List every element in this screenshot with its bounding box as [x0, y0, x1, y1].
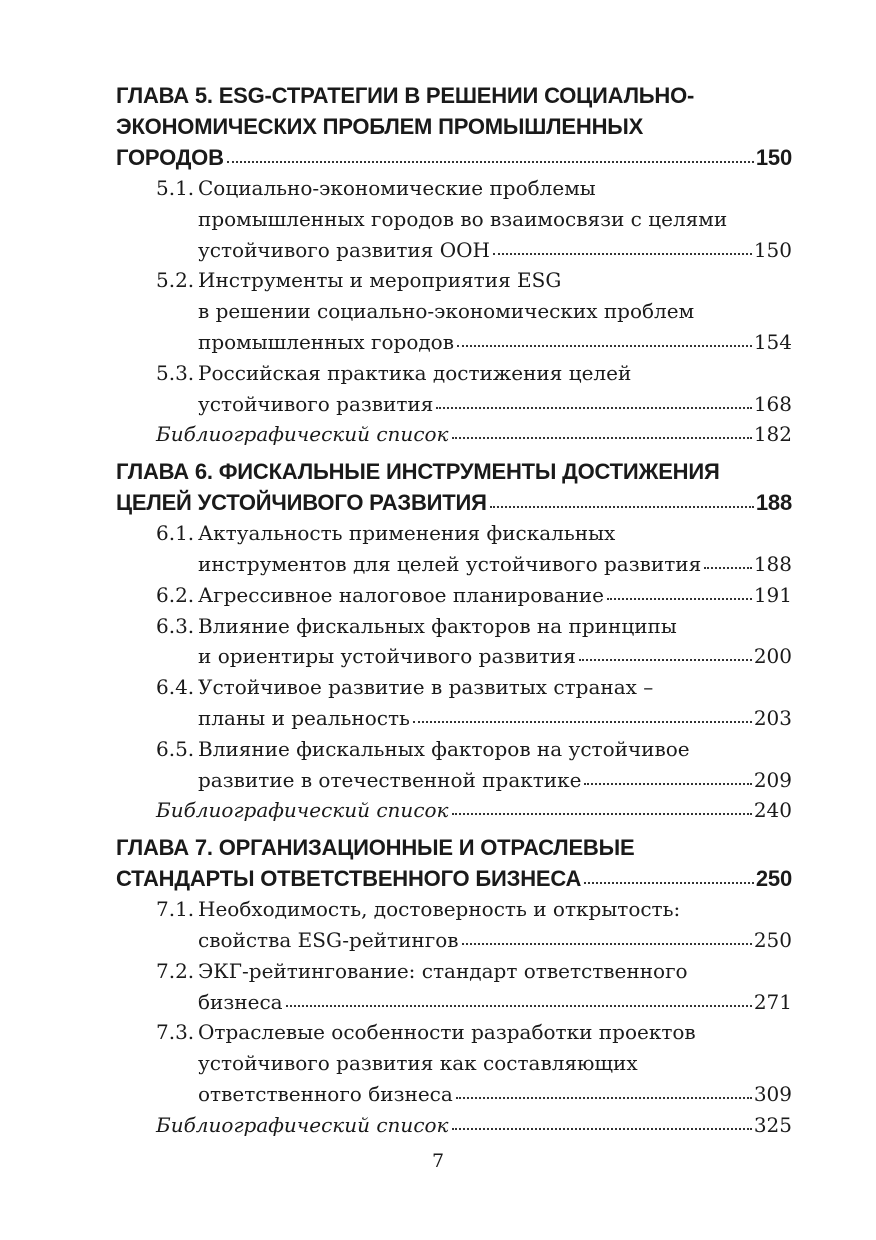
section-title-text: Устойчивое развитие в развитых странах –: [198, 675, 654, 700]
section-page-number: 154: [753, 329, 792, 354]
section-first-line: [156, 1017, 696, 1048]
dot-leader: [490, 505, 754, 508]
chapter-block: [116, 832, 792, 1140]
dot-leader: [462, 942, 752, 945]
section-page-number: 168: [753, 391, 792, 416]
section-entry: [116, 580, 792, 611]
toc-line: [156, 611, 792, 642]
section-entry: [116, 956, 792, 1018]
toc-line: [116, 142, 792, 173]
dot-leader: [584, 782, 751, 785]
toc-line: [156, 296, 792, 327]
dot-leader: [456, 1096, 752, 1099]
chapter-title-text: ГЛАВА 6. ФИСКАЛЬНЫЕ ИНСТРУМЕНТЫ ДОСТИЖЕНИЯ: [116, 459, 720, 485]
bibliography-label: Библиографический список: [156, 798, 449, 823]
section-first-line: [156, 173, 596, 204]
section-title-text: Необходимость, достоверность и открытость:: [198, 897, 681, 922]
section-entry: [116, 1017, 792, 1109]
section-number: 7.1.: [156, 897, 195, 922]
section-entry: [116, 173, 792, 265]
toc-line: [156, 894, 792, 925]
section-page-number: 250: [753, 927, 792, 952]
section-entry: [116, 358, 792, 420]
section-title-text: ответственного бизнеса: [198, 1081, 453, 1106]
toc-line: [156, 795, 792, 826]
toc-line: [156, 956, 792, 987]
toc-line: [156, 549, 792, 580]
section-page-number: 271: [753, 989, 792, 1014]
toc-line: [156, 358, 792, 389]
section-first-line: [156, 611, 677, 642]
toc-line: [156, 734, 792, 765]
section-page-number: 150: [753, 237, 792, 262]
dot-leader: [286, 1004, 752, 1007]
toc-line: [156, 204, 792, 235]
section-title-text: бизнеса: [198, 989, 283, 1014]
section-number: 5.1.: [156, 176, 195, 200]
chapter-title-text: ГЛАВА 7. ОРГАНИЗАЦИОННЫЕ И ОТРАСЛЕВЫЕ: [116, 835, 635, 861]
toc-line: [156, 518, 792, 549]
section-title-text: Актуальность применения фискальных: [198, 521, 616, 546]
toc-line: [156, 765, 792, 796]
section-title-text: устойчивого развития: [198, 391, 434, 416]
chapter-title-text: ГОРОДОВ: [116, 145, 224, 170]
section-number: 6.2.: [156, 582, 195, 607]
toc-line: [116, 80, 792, 111]
section-entry: [116, 518, 792, 580]
chapter-heading: [116, 456, 792, 518]
dot-leader: [704, 566, 752, 569]
dot-leader: [452, 812, 752, 815]
toc-line: [156, 265, 792, 296]
section-title-text: Влияние фискальных факторов на принципы: [198, 613, 677, 638]
section-page-number: 200: [753, 644, 792, 669]
chapter-page-number: 150: [755, 145, 792, 170]
toc-line: [116, 111, 792, 142]
section-number: 6.3.: [156, 613, 195, 638]
chapter-page-number: 250: [755, 866, 792, 892]
toc-line: [156, 389, 792, 420]
section-first-line: [156, 358, 631, 389]
section-title-text: ЭКГ-рейтингование: стандарт ответственного: [198, 958, 688, 983]
section-number: 6.4.: [156, 675, 195, 700]
chapter-heading: [116, 832, 792, 894]
section-title-text: Влияние фискальных факторов на устойчивое: [198, 736, 690, 761]
toc-line: [156, 1017, 792, 1048]
section-entry: [116, 265, 792, 357]
section-title-text: в решении социально-экономических проблем: [198, 299, 695, 324]
section-number: 7.2.: [156, 958, 195, 983]
section-first-line: [156, 580, 604, 611]
bibliography-label: Библиографический список: [156, 422, 449, 447]
toc-line: [156, 987, 792, 1018]
dot-leader: [436, 406, 751, 409]
toc-line: [156, 235, 792, 266]
section-first-line: [156, 265, 561, 296]
section-entry: [116, 734, 792, 796]
chapter-title-text: ГЛАВА 5. ESG-СТРАТЕГИИ В РЕШЕНИИ СОЦИАЛЬНО-: [116, 83, 695, 108]
bibliography-page-number: 240: [753, 798, 792, 823]
chapter-title-text: ЦЕЛЕЙ УСТОЙЧИВОГО РАЗВИТИЯ: [116, 490, 487, 516]
section-title-text: Социально-экономические проблемы: [198, 176, 596, 200]
section-title-text: и ориентиры устойчивого развития: [198, 644, 576, 669]
chapter-title-text: ЭКОНОМИЧЕСКИХ ПРОБЛЕМ ПРОМЫШЛЕННЫХ: [116, 114, 644, 139]
bibliography-entry: [116, 419, 792, 450]
dot-leader: [452, 436, 752, 439]
section-title-text: промышленных городов: [198, 329, 454, 354]
toc-line: [156, 327, 792, 358]
dot-leader: [452, 1127, 752, 1130]
toc-line: [156, 1048, 792, 1079]
section-number: 7.3.: [156, 1020, 195, 1045]
toc-line: [156, 672, 792, 703]
bibliography-entry: [116, 1110, 792, 1141]
section-title-text: развитие в отечественной практике: [198, 767, 582, 792]
chapter-title-text: СТАНДАРТЫ ОТВЕТСТВЕННОГО БИЗНЕСА: [116, 866, 582, 892]
section-page-number: 203: [753, 705, 792, 730]
toc-line: [156, 419, 792, 450]
section-number: 6.1.: [156, 521, 195, 546]
chapter-block: [116, 80, 792, 450]
section-title-text: инструментов для целей устойчивого развития: [198, 551, 702, 576]
bibliography-page-number: 325: [753, 1112, 792, 1137]
section-title-text: Отраслевые особенности разработки проектов: [198, 1020, 696, 1045]
toc-line: [156, 703, 792, 734]
bibliography-label: Библиографический список: [156, 1112, 449, 1137]
section-title-text: Агрессивное налоговое планирование: [198, 582, 604, 607]
dot-leader: [493, 252, 752, 255]
dot-leader: [579, 658, 752, 661]
section-first-line: [156, 894, 680, 925]
chapter-page-number: 188: [755, 490, 792, 516]
toc-line: [156, 925, 792, 956]
section-entry: [116, 672, 792, 734]
dot-leader: [607, 597, 752, 600]
section-title-text: промышленных городов во взаимосвязи с целями: [198, 206, 728, 231]
page-number: 7: [431, 1150, 445, 1172]
section-number: 6.5.: [156, 736, 195, 761]
section-title-text: Российская практика достижения целей: [198, 360, 632, 385]
toc-line: [156, 1079, 792, 1110]
dot-leader: [584, 881, 754, 884]
toc-line: [116, 832, 792, 863]
section-first-line: [156, 956, 688, 987]
section-title-text: устойчивого развития как составляющих: [198, 1051, 638, 1076]
toc-line: [156, 641, 792, 672]
bibliography-page-number: 182: [753, 422, 792, 447]
section-page-number: 309: [753, 1081, 792, 1106]
section-number: 5.2.: [156, 268, 195, 293]
section-title-text: планы и реальность: [198, 705, 410, 730]
dot-leader: [457, 344, 752, 347]
bibliography-entry: [116, 795, 792, 826]
toc-line: [116, 456, 792, 487]
section-first-line: [156, 672, 653, 703]
table-of-contents: [116, 80, 792, 1147]
section-title-text: устойчивого развития ООН: [198, 237, 490, 262]
section-page-number: 209: [753, 767, 792, 792]
section-entry: [116, 611, 792, 673]
section-page-number: 191: [753, 582, 792, 607]
toc-line: [116, 863, 792, 894]
section-entry: [116, 894, 792, 956]
chapter-block: [116, 456, 792, 826]
toc-line: [116, 487, 792, 518]
section-first-line: [156, 734, 690, 765]
section-title-text: свойства ESG-рейтингов: [198, 927, 459, 952]
section-number: 5.3.: [156, 360, 195, 385]
toc-line: [156, 1110, 792, 1141]
chapter-heading: [116, 80, 792, 173]
section-page-number: 188: [753, 551, 792, 576]
section-first-line: [156, 518, 615, 549]
dot-leader: [413, 720, 752, 723]
dot-leader: [227, 160, 754, 163]
toc-line: [156, 580, 792, 611]
section-title-text: Инструменты и мероприятия ESG: [198, 268, 562, 293]
toc-line: [156, 173, 792, 204]
